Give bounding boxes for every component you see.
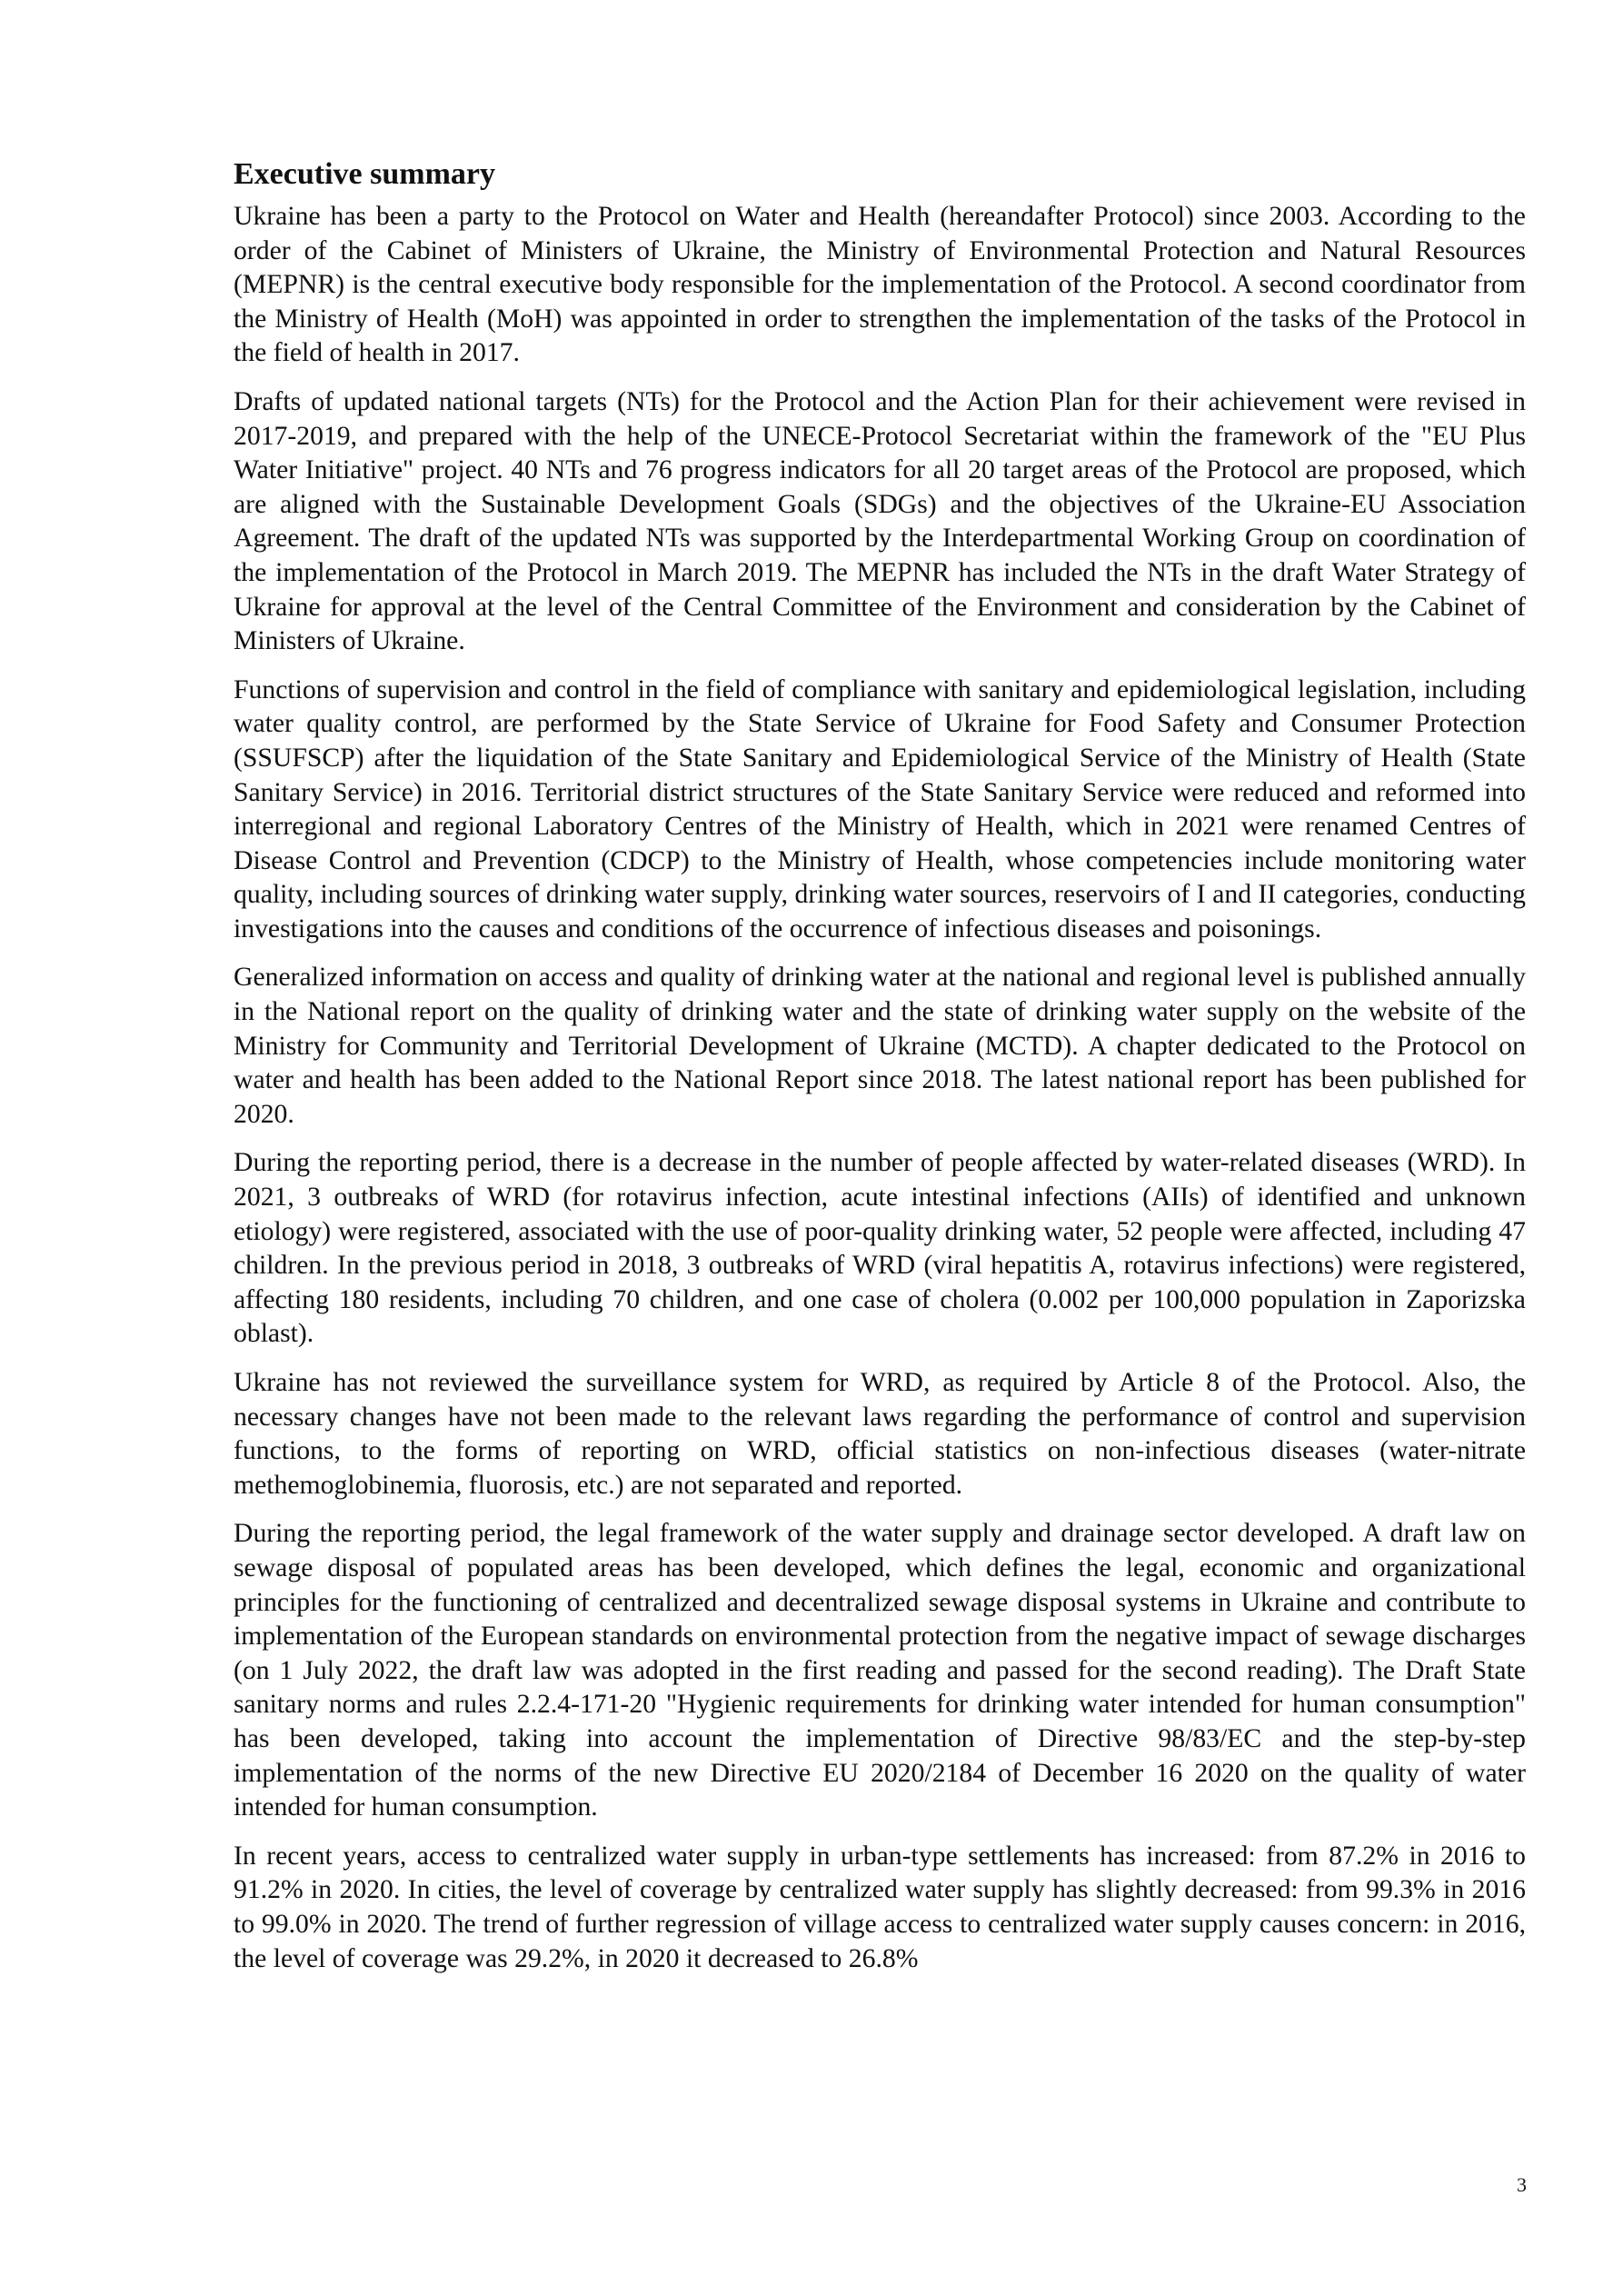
document-page (234, 155, 1526, 1991)
paragraph-surveillance-system: Ukraine has not reviewed the surveillance system for WRD, as required by Article 8 of the Protocol. Also, the necessary changes have not been made to the relevant laws regarding the performance of control and supervision functions, to the forms of reporting on WRD, official statistics on non-infectious diseases (water-nitrate methemoglobinemia, fluorosis, etc.) are not separated and reported. (234, 1368, 1526, 1500)
paragraph-national-targets: Drafts of updated national targets (NTs) for the Protocol and the Action Plan for their achievement were revised in 2017-2019, and prepared with the help of the UNECE-Protocol Secretariat within the framework of the "EU Plus Water Initiative" project. 40 NTs and 76 progress indicators for all 20 target areas of the Protocol are proposed, which are aligned with the Sustainable Development Goals (SDGs) and the objectives of the Ukraine-EU Association Agreement. The draft of the updated NTs was supported by the Interdepartmental Working Group on coordination of the implementation of the Protocol in March 2019. The MEPNR has included the NTs in the draft Water Strategy of Ukraine for approval at the level of the Central Committee of the Environment and consideration by the Cabinet of Ministers of Ukraine. (234, 386, 1526, 656)
paragraph-protocol-party: Ukraine has been a party to the Protocol on Water and Health (hereandafter Protocol) since 2003. According to the order of the Cabinet of Ministers of Ukraine, the Ministry of Environmental Protection and Natural Resources (MEPNR) is the central executive body responsible for the implementation of the Protocol. A second coordinator from the Ministry of Health (MoH) was appointed in order to strengthen the implementation of the tasks of the Protocol in the field of health in 2017. (234, 202, 1526, 368)
section-heading: Executive summary (234, 157, 496, 191)
paragraph-national-report: Generalized information on access and quality of drinking water at the national and regional level is published annually in the National report on the quality of drinking water and the state of drinking water supply on the website of the Ministry for Community and Territorial Development of Ukraine (MCTD). A chapter dedicated to the Protocol on water and health has been added to the National Report since 2018. The latest national report has been published for 2020. (234, 963, 1526, 1129)
paragraph-legal-framework: During the reporting period, the legal framework of the water supply and drainage sector developed. A draft law on sewage disposal of populated areas has been developed, which defines the legal, economic and organizational principles for the functioning of centralized and decentralized sewage disposal systems in Ukraine and contribute to implementation of the European standards on environmental protection from the negative impact of sewage discharges (on 1 July 2022, the draft law was adopted in the first reading and passed for the second reading). The Draft State sanitary norms and rules 2.2.4-171-20 "Hygienic requirements for drinking water intended for human consumption" has been developed, taking into account the implementation of Directive 98/83/EC and the step-by-step implementation of the norms of the new Directive EU 2020/2184 of December 16 2020 on the quality of water intended for human consumption. (234, 1519, 1526, 1822)
paragraph-water-related-diseases: During the reporting period, there is a decrease in the number of people affected by water-related diseases (WRD). In 2021, 3 outbreaks of WRD (for rotavirus infection, acute intestinal infections (AIIs) of identified and unknown etiology) were registered, associated with the use of poor-quality drinking water, 52 people were affected, including 47 children. In the previous period in 2018, 3 outbreaks of WRD (viral hepatitis A, rotavirus infections) were registered, affecting 180 residents, including 70 children, and one case of cholera (0.002 per 100,000 population in Zaporizska oblast). (234, 1148, 1526, 1349)
paragraph-water-supply-access: In recent years, access to centralized water supply in urban-type settlements has increased: from 87.2% in 2016 to 91.2% in 2020. In cities, the level of coverage by centralized water supply has slightly decreased: from 99.3% in 2016 to 99.0% in 2020. The trend of further regression of village access to centralized water supply causes concern: in 2016, the level of coverage was 29.2%, in 2020 it decreased to 26.8% (234, 1841, 1526, 1973)
page-number: 3 (1517, 2173, 1527, 2196)
paragraph-supervision-functions: Functions of supervision and control in the field of compliance with sanitary and epidemiological legislation, including water quality control, are performed by the State Service of Ukraine for Food Safety and Consumer Protection (SSUFSCP) after the liquidation of the State Sanitary and Epidemiological Service of the Ministry of Health (State Sanitary Service) in 2016. Territorial district structures of the State Sanitary Service were reduced and reformed into interregional and regional Laboratory Centres of the Ministry of Health, which in 2021 were renamed Centres of Disease Control and Prevention (CDCP) to the Ministry of Health, whose competencies include monitoring water quality, including sources of drinking water supply, drinking water sources, reservoirs of I and II categories, conducting investigations into the causes and conditions of the occurrence of infectious diseases and poisonings. (234, 674, 1526, 943)
